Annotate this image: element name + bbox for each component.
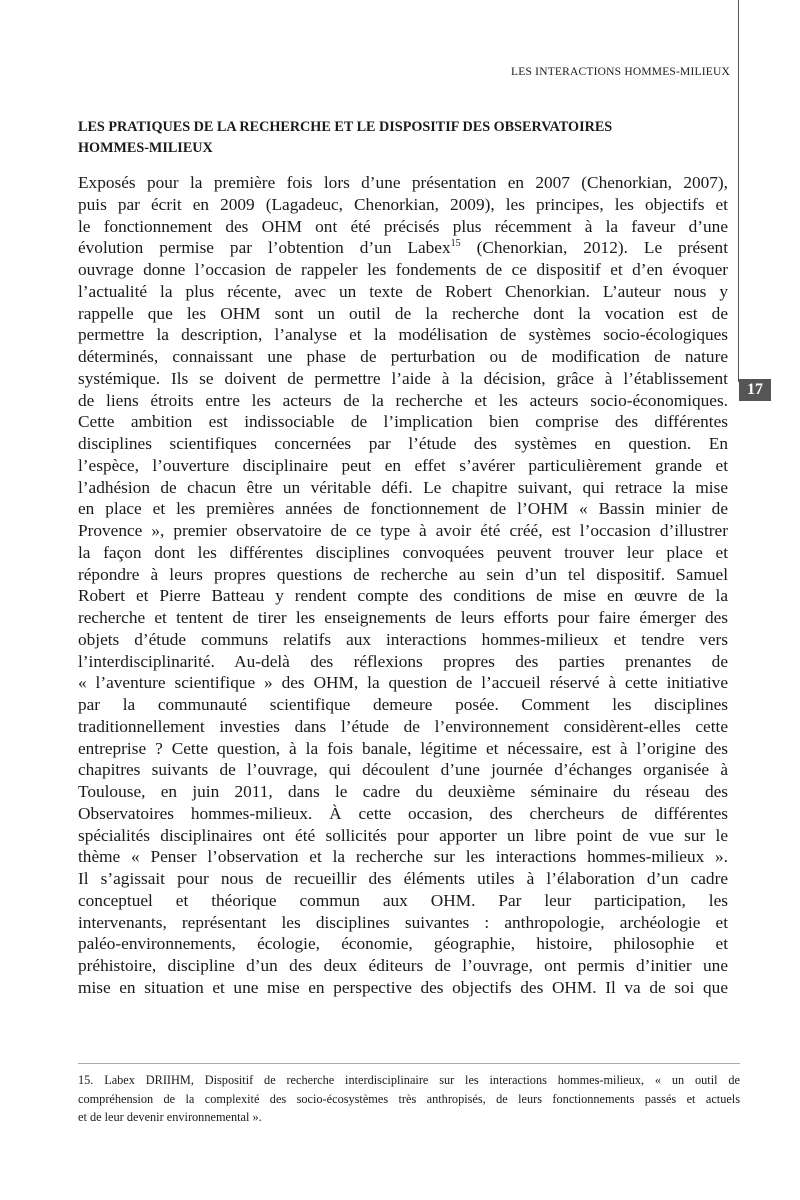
body-line: Provence », premier observatoire de ce type à avoir été créé, est l’occasion d’illustrer: [78, 521, 728, 540]
body-line: de liens étroits entre les acteurs de la recherche et les acteurs socio-économiques.: [78, 390, 728, 410]
body-line: évolution permise par l’obtention d’un Labex$^{15}$ (Chenorkian, 2012). Le présent: [78, 238, 728, 258]
body-line: traditionnellement investies dans l’étude de l’environnement considèrent-elles cette: [78, 716, 728, 736]
body-line: Exposés pour la première fois lors d’une présentation en 2007 (Chenorkian, 2007),: [78, 173, 728, 192]
footnote-line: 15. Labex DRIIHM, Dispositif de recherche interdisciplinaire sur les interactions hommes-milieux, « un outil de: [78, 1073, 740, 1087]
body-line: conceptuel et théorique commun aux OHM. Par leur participation, les: [78, 890, 728, 910]
body-line: Cette ambition est indissociable de l’implication bien comprise des différentes: [78, 412, 728, 432]
body-line: rappelle que les OHM sont un outil de la recherche dont la vocation est de: [78, 303, 728, 323]
body-line: mise en situation et une mise en perspective des objectifs des OHM. Il va de soi que: [78, 977, 728, 997]
body-line: préhistoire, discipline d’un des deux éditeurs de l’ouvrage, ont permis d’initier une: [78, 956, 728, 975]
margin-rule: [738, 0, 739, 382]
body-line: puis par écrit en 2009 (Lagadeuc, Chenorkian, 2009), les principes, les objectifs et: [78, 194, 728, 214]
body-line: entreprise ? Cette question, à la fois banale, légitime et nécessaire, est à l’origine des: [78, 738, 728, 758]
body-line: l’adhésion de chacun être un véritable défi. Le chapitre suivant, qui retrace la mise: [78, 477, 728, 497]
section-heading: [78, 117, 718, 159]
body-line: le fonctionnement des OHM ont été précisés plus récemment à la faveur d’une: [78, 216, 728, 236]
body-line: Il s’agissait pour nous de recueillir des éléments utiles à l’élaboration d’un cadre: [78, 869, 728, 888]
body-line: thème « Penser l’observation et la recherche sur les interactions hommes-milieux ».: [78, 847, 728, 867]
heading-line: HOMMES-MILIEUX: [78, 140, 213, 156]
body-line: disciplines scientifiques concernées par l’étude des systèmes en question. En: [78, 434, 728, 453]
body-line: répondre à leurs propres questions de recherche au sein d’un tel dispositif. Samuel: [78, 564, 728, 584]
body-line: l’actualité la plus récente, avec un texte de Robert Chenorkian. L’auteur nous y: [78, 281, 728, 301]
body-text: [78, 172, 728, 999]
footnote-line: et de leur devenir environnemental ».: [78, 1110, 262, 1124]
body-line: permettre la description, l’analyse et la modélisation de systèmes socio-écologiques: [78, 325, 728, 345]
heading-line: LES PRATIQUES DE LA RECHERCHE ET LE DISPOSITIF DES OBSERVATOIRES: [78, 119, 613, 135]
footnote-rule: [78, 1063, 740, 1064]
body-line: intervenants, représentant les disciplines suivantes : anthropologie, archéologie et: [78, 912, 728, 932]
body-line: chapitres suivants de l’ouvrage, qui découlent d’une journée d’échanges organisée à: [78, 760, 728, 780]
body-line: recherche et tentent de tirer les enseignements de leurs efforts pour faire émerger des: [78, 608, 728, 627]
body-line: la façon dont les différentes disciplines convoquées peuvent trouver leur place et: [78, 542, 728, 562]
body-line: Observatoires hommes-milieux. À cette occasion, des chercheurs de différentes: [78, 803, 728, 823]
page-number: 17: [739, 379, 771, 401]
body-line: ouvrage donne l’occasion de rappeler les fondements de ce dispositif et d’en évoquer: [78, 260, 728, 279]
body-line: en place et les premières années de fonctionnement de l’OHM « Bassin minier de: [78, 499, 728, 519]
body-line: systémique. Ils se doivent de permettre l’aide à la décision, grâce à l’établissement: [78, 368, 728, 388]
body-line: paléo-environnements, écologie, économie, géographie, histoire, philosophie et: [78, 934, 728, 954]
footnote-reference[interactable]: 15: [450, 238, 461, 250]
footnote: [78, 1071, 740, 1127]
body-line: déterminés, connaissant une phase de perturbation ou de modification de nature: [78, 347, 728, 366]
running-header: LES INTERACTIONS HOMMES-MILIEUX: [511, 66, 730, 78]
body-line: « l’aventure scientifique » des OHM, la question de l’accueil réservé à cette initiative: [78, 673, 728, 693]
body-line: par la communauté scientifique demeure posée. Comment les disciplines: [78, 695, 728, 714]
body-line: Toulouse, en juin 2011, dans le cadre du deuxième séminaire du réseau des: [78, 782, 728, 801]
body-line: l’espèce, l’ouverture disciplinaire peut en effet s’avérer particulièrement grande et: [78, 455, 728, 475]
body-line: spécialités disciplinaires ont été sollicités pour apporter un libre point de vue sur le: [78, 825, 728, 845]
footnote-line: compréhension de la complexité des socio-écosystèmes très anthropisés, de leurs fonctionnements passés et actuels: [78, 1091, 740, 1106]
body-line: Robert et Pierre Batteau y rendent compte des conditions de mise en œuvre de la: [78, 586, 728, 606]
body-line: objets d’étude communs relatifs aux interactions hommes-milieux et tendre vers: [78, 629, 728, 649]
body-line: l’interdisciplinarité. Au-delà des réflexions propres des parties prenantes de: [78, 651, 728, 671]
